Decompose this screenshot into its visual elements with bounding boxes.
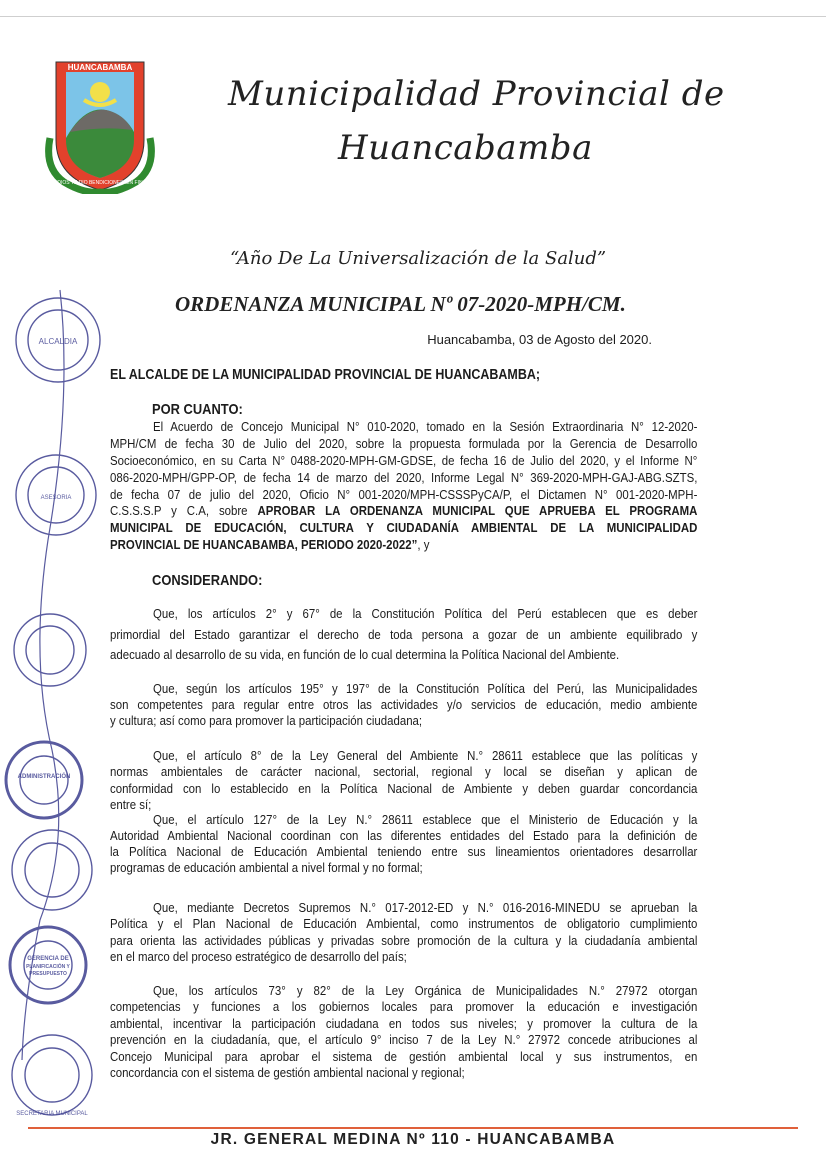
paragraph-line: MUNICIPAL DE EDUCACIÓN, CULTURA Y CIUDADANÍA AMBIENTAL DE LA MUNICIPALIDAD <box>110 520 698 536</box>
considerando-heading: CONSIDERANDO: <box>152 572 263 589</box>
stamp-administracion <box>6 742 82 818</box>
considerando-paragraph <box>110 812 697 876</box>
paragraph-line: Que, el artículo 127° de la Ley N.° 28611 establece que el Ministerio de Educación y la <box>153 812 698 827</box>
ordinance-title: ORDENANZA MUNICIPAL Nº 07-2020-MPH/CM. <box>175 292 626 316</box>
official-stamps <box>0 280 120 1120</box>
svg-text:GERENCIA DE: GERENCIA DE <box>27 956 69 962</box>
considerando-paragraph <box>110 983 697 1081</box>
paragraph-line: para orienta las actividades públicas y privadas sobre promoción de la cultura y la ciudadanía ambiental <box>110 932 698 948</box>
paragraph-line: concordancia con el sistema de gestión ambiental nacional y regional; <box>110 1064 465 1080</box>
footer-address: JR. GENERAL MEDINA Nº 110 - HUANCABAMBA <box>210 1131 616 1148</box>
header-title-line1: Municipalidad Provincial de <box>228 74 725 114</box>
paragraph-line: Que, el artículo 8° de la Ley General del Ambiente N.° 28611 establece que las políticas y <box>153 748 698 763</box>
paragraph-line: Autoridad Ambiental Nacional coordinan con las diferentes entidades del Estado para la definición de <box>110 828 698 843</box>
svg-text:ASESORIA: ASESORIA <box>40 495 72 501</box>
considerando-paragraph <box>110 748 697 813</box>
resolution-subject: PROVINCIAL DE HUANCABAMBA, PERIODO 2020-2022” <box>110 537 418 553</box>
paragraph-line: Concejo Municipal para aprobar el sistema de gestión ambiental local y sus instrumentos, en <box>110 1048 698 1064</box>
paragraph-line: competencias y funciones a los gobiernos locales para promover la educación e investigación <box>110 999 698 1015</box>
paragraph-line: Que, mediante Decretos Supremos N.° 017-2012-ED y N.° 016-2016-MINEDU se aprueban la <box>153 900 698 915</box>
paragraph-line: en el marco del proceso estratégico de desarrollo del país; <box>110 948 407 964</box>
paragraph-line: prevención en la ciudadanía, que, el artículo 9° inciso 7 de la Ley N.° 27972 concede atribuciones al <box>110 1032 698 1048</box>
paragraph-line: normas ambientales de carácter nacional, sectorial, regional y local se diseñan y aplican de <box>110 764 698 780</box>
considerando-paragraph <box>110 900 697 965</box>
resolution-subject: APROBAR LA ORDENANZA MUNICIPAL QUE APRUEBA EL PROGRAMA <box>257 503 698 519</box>
svg-text:DIOS TE DIO BENDICIONES SIN FI: DIOS TE DIO BENDICIONES SIN FIN <box>57 180 143 186</box>
stamp-municipalidad <box>14 614 86 686</box>
svg-text:ADMINISTRACIÓN: ADMINISTRACIÓN <box>17 774 71 780</box>
paragraph-line: Política y el Plan Nacional de Educación Ambiental, como instrumentos de obligatorio cumplimiento <box>110 916 698 932</box>
footer-rule <box>28 1127 798 1129</box>
paragraph-line: C.S.S.S.P y C.A, sobre APROBAR LA ORDENANZA MUNICIPAL QUE APRUEBA EL PROGRAMA <box>110 503 698 519</box>
paragraph-line: MPH/CM de fecha 30 de Julio del 2020, sobre la propuesta formulada por la Gerencia de Desarrollo <box>110 435 698 451</box>
scan-top-edge <box>0 16 826 17</box>
document-date: Huancabamba, 03 de Agosto del 2020. <box>427 332 652 347</box>
svg-text:SECRETARIA MUNICIPAL: SECRETARIA MUNICIPAL <box>16 1111 88 1117</box>
paragraph-line: adecuado al desarrollo de su vida, en función de lo cual determina la Política Nacional del Ambiente. <box>110 647 620 662</box>
paragraph-line: de fecha 07 de julio del 2020, Oficio N° 001-2020/MPH-CSSSPyCA/P, el Dictamen N° 001-2020-MPH- <box>110 486 698 502</box>
paragraph-line: Socioeconómico, en su Carta N° 0488-2020-MPH-GM-GDSE, de fecha 16 de Julio del 2020, y el Informe N° <box>110 452 698 468</box>
paragraph-line: y cultura; así como para promover la participación ciudadana; <box>110 713 423 728</box>
paragraph-line: programas de educación ambiental a nivel formal y no formal; <box>110 860 423 875</box>
svg-text:PLANIFICACIÓN Y: PLANIFICACIÓN Y <box>26 964 70 970</box>
considerando-paragraph <box>110 606 697 668</box>
year-motto: “Año De La Universalización de la Salud” <box>230 248 607 269</box>
paragraph-line: El Acuerdo de Concejo Municipal N° 010-2020, tomado en la Sesión Extraordinaria N° 12-2020- <box>153 419 698 434</box>
paragraph-line: son competentes para regular entre otros las actividades y/o servicios de educación, medio ambiente <box>110 697 698 712</box>
svg-text:ALCALDIA: ALCALDIA <box>38 337 78 346</box>
coat-of-arms-logo <box>44 48 156 194</box>
stamp-secretaria <box>12 1035 92 1115</box>
stamp-huancabamba <box>12 830 92 910</box>
paragraph-line: entre sí; <box>110 796 152 812</box>
paragraph-line: ambiental, incentivar la participación ciudadana en todos sus niveles; y promover la cultura de la <box>110 1015 698 1031</box>
svg-text:HUANCABAMBA: HUANCABAMBA <box>67 63 133 72</box>
paragraph-line: Que, los artículos 2° y 67° de la Constitución Política del Perú establecen que es deber <box>153 606 698 621</box>
paragraph-line: la Política Nacional de Educación Ambiental teniendo entre sus lineamientos orientadores desarrollar <box>110 844 698 859</box>
header-title-line2: Huancabamba <box>338 128 593 168</box>
por-cuanto-paragraph <box>110 419 697 554</box>
por-cuanto-heading: POR CUANTO: <box>152 401 243 418</box>
paragraph-line: Que, según los artículos 195° y 197° de la Constitución Política del Perú, las Municipalidades <box>153 681 698 696</box>
paragraph-line: Que, los artículos 73° y 82° de la Ley Orgánica de Municipalidades N.° 27972 otorgan <box>153 983 698 998</box>
paragraph-line: PROVINCIAL DE HUANCABAMBA, PERIODO 2020-2022”, y <box>110 537 430 553</box>
paragraph-line: 086-2020-MPH/GPP-OP, de fecha 14 de marzo del 2020, Informe Legal N° 369-2020-MPH-GAJ-ABG.SZTS, <box>110 469 698 485</box>
paragraph-line: primordial del Estado garantizar el derecho de toda persona a gozar de un ambiente equilibrado y <box>110 626 698 642</box>
paragraph-line: conformidad con lo establecido en la Política Nacional de Ambiente y deben guardar concordancia <box>110 780 698 796</box>
mayor-heading: EL ALCALDE DE LA MUNICIPALIDAD PROVINCIAL DE HUANCABAMBA; <box>110 367 540 383</box>
considerando-paragraph <box>110 681 697 729</box>
svg-text:PRESUPUESTO: PRESUPUESTO <box>29 971 67 977</box>
